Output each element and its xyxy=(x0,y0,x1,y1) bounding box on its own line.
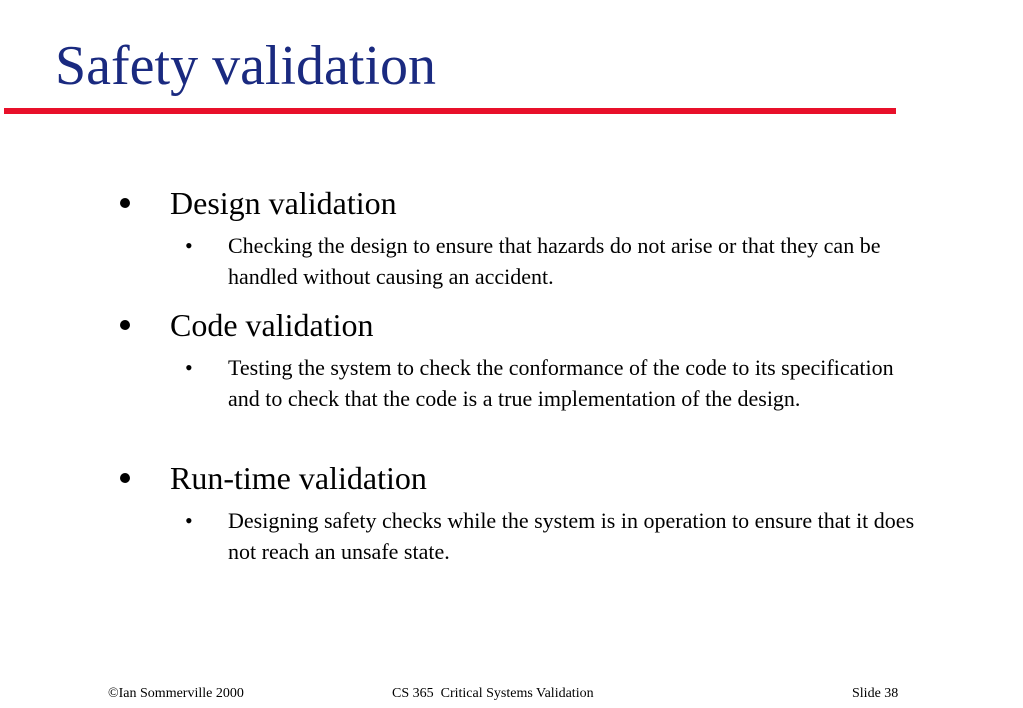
bullet-dot-icon xyxy=(120,473,130,483)
bullet-heading: Code validation xyxy=(170,307,374,343)
slide-footer xyxy=(0,684,1023,704)
footer-course: CS 365 Critical Systems Validation xyxy=(392,686,594,701)
sub-bullet-text: Testing the system to check the conformance of the code to its specification and to check that the code is a true implementation of the design. xyxy=(228,355,894,411)
footer-slide-number: Slide 38 xyxy=(852,686,899,701)
bullet-heading: Run-time validation xyxy=(170,460,427,496)
sub-bullet-marker: • xyxy=(185,355,193,380)
sub-bullet-marker: • xyxy=(185,233,193,258)
bullet-dot-icon xyxy=(120,320,130,330)
bullet-dot-icon xyxy=(120,198,130,208)
slide-title: Safety validation xyxy=(55,35,437,97)
sub-bullet-text: Designing safety checks while the system is in operation to ensure that it does not reach an unsafe state. xyxy=(228,508,915,564)
sub-bullet-text: Checking the design to ensure that hazards do not arise or that they can be handled without causing an accident. xyxy=(228,233,881,289)
bullet-heading: Design validation xyxy=(170,185,397,221)
sub-bullet-marker: • xyxy=(185,508,193,533)
footer-copyright: ©Ian Sommerville 2000 xyxy=(108,686,244,701)
